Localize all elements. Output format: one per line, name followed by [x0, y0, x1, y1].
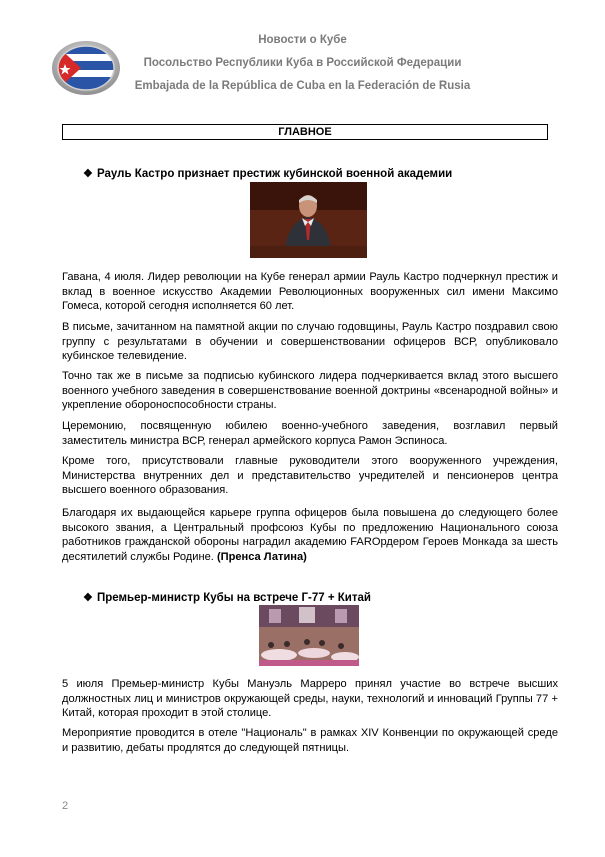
article-paragraph: Кроме того, присутствовали главные руководители этого вооруженного учреждения, Министерства внутренних дел и представительство учредителей и пенсионеров центра высшего военного образования. [62, 455, 558, 497]
article-title-g77-china[interactable] [83, 591, 371, 604]
bullet-icon: ❖ [83, 168, 93, 180]
section-heading: ГЛАВНОЕ [62, 124, 548, 140]
header-title: Новости о Кубе [258, 34, 347, 46]
article-photo-castro-speaking [250, 182, 367, 258]
page-number: 2 [62, 800, 69, 812]
article-paragraph: Гавана, 4 июля. Лидер революции на Кубе генерал армии Рауль Кастро подчеркнул престиж и вклад в военное искусство Академии Революционных вооруженных сил имени Максимо Гомеса, которой сегодня исполняется 60 лет. [62, 271, 558, 313]
article-paragraph: Точно так же в письме за подписью кубинского лидера подчеркивается вклад этого высшего военного учебного заведения в совершенствование военной доктрины «всенародной войны» и укрепление обороноспособности страны. [62, 370, 558, 412]
article-title-raul-castro[interactable] [83, 167, 452, 180]
article-title-text: Премьер-министр Кубы на встрече Г-77 + Китай [97, 592, 371, 604]
article-paragraph: В письме, зачитанном на памятной акции по случаю годовщины, Рауль Кастро поздравил свою группу с результатами в обучении и совершенствовании офицеров ВСР, опубликовало кубинское телевидение. [62, 321, 558, 363]
article-source: (Пренса Латина) [216, 550, 307, 563]
article-paragraph: 5 июля Премьер-министр Кубы Мануэль Марреро принял участие во встрече высших должностных лиц и министров окружающей среды, науки, технологий и инноваций Группы 77 + Китай, которая проходит в этой столице. [62, 678, 558, 720]
article-photo-g77-meeting [259, 605, 359, 666]
article-paragraph: Мероприятие проводится в отеле "Националь" в рамках XIV Конвенции по окружающей среде и развитию, дебаты продлятся до следующей пятницы. [62, 727, 558, 754]
header-embassy-es: Embajada de la República de Cuba en la Federación de Rusia [134, 80, 471, 92]
article-paragraph-text: Благодаря их выдающейся карьере группа офицеров была повышена до следующего более высокого звания, а Центральный профсоюз Кубы по предложению Национального союза работников гражданской обороны наградил академию FARОрдером Героев Монкада за шесть десятилетий службы Родине. [62, 507, 558, 563]
article-paragraph: Церемонию, посвященную юбилею военно-учебного заведения, возглавил первый заместитель министра ВСР, генерал армейского корпуса Рамон Эспиноса. [62, 420, 558, 447]
article-paragraph-last [62, 506, 558, 564]
header-embassy-ru: Посольство Республики Куба в Российской Федерации [143, 57, 462, 69]
article-title-text: Рауль Кастро признает престиж кубинской военной академии [97, 168, 453, 180]
bullet-icon: ❖ [83, 592, 93, 604]
